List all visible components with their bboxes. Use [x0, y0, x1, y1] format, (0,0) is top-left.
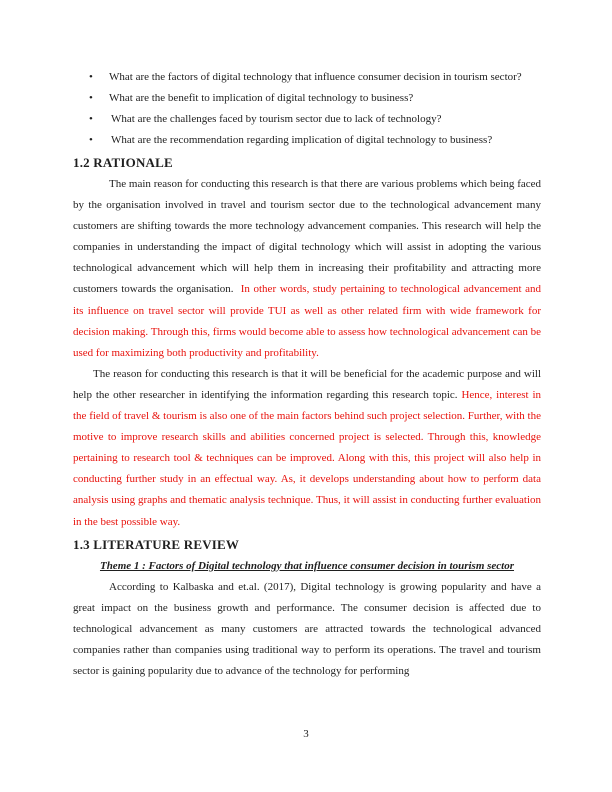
rationale-paragraph-1-highlight: In other words, study pertaining to technological advancement and its influence on travel sector will provide TUI as well as other related firm with wide framework for decision making. Through this, firms would become able to assess how technological advancement can be used for maximizing both productivity and profitability. — [73, 283, 542, 359]
bullet-icon: • — [89, 92, 93, 104]
rationale-paragraph-2-highlight: Hence, interest in the field of travel & tourism is also one of the main factors behind such project selection. Further, with the motive to improve research skills and abilities concerned project is selected. Through this, knowledge pertaining to research tool & techniques can be improved. Along with this, this project will also help in conducting further study in an effectual way. As, it develops understanding about how to perform data analysis using graphs and thematic analysis technique. Thus, it will assist in conducting further evaluation in the best possible way. — [73, 388, 542, 528]
bullet-icon: • — [89, 71, 93, 83]
bullet-icon: • — [89, 113, 93, 125]
research-questions-list — [73, 67, 541, 151]
list-item: • What are the challenges faced by tourism sector due to lack of technology? — [73, 109, 541, 130]
page-number: 3 — [303, 728, 309, 740]
bullet-icon: • — [89, 134, 93, 146]
rationale-paragraph-1: The main reason for conducting this research is that there are various problems which being faced by the organisation involved in travel and tourism sector due to the technological advancement many customers are shifting towards the more technology advancement companies. This research will help the companies in understanding the impact of digital technology which will assist in adopting the various technological advancement which will help them in increasing their profitability and attracting more customers towards the organisation. In other words, study pertaining to technological advancement and its influence on travel sector will provide TUI as well as other related firm with wide framework for decision making. Through this, firms would become able to assess how technological advancement can be used for maximizing both productivity and profitability. — [73, 178, 542, 359]
literature-review-heading: 1.3 LITERATURE REVIEW — [73, 536, 240, 552]
list-item: • What are the factors of digital technology that influence consumer decision in tourism sector? — [73, 67, 541, 88]
rationale-paragraph-2: The reason for conducting this research is that it will be beneficial for the academic purpose and will help the other researcher in identifying the information regarding this research topic. Hence, interest in the field of travel & tourism is also one of the main factors behind such project selection. Further, with the motive to improve research skills and abilities concerned project is selected. Through this, knowledge pertaining to research tool & techniques can be improved. Along with this, this project will also help in conducting further study in an effectual way. As, it develops understanding about how to perform data analysis using graphs and thematic analysis technique. Thus, it will assist in conducting further evaluation in the best possible way. — [73, 367, 542, 528]
literature-paragraph-1: According to Kalbaska and et.al. (2017), Digital technology is growing popularity and have a great impact on the business growth and performance. The consumer decision is affected due to technological advancement as many customers are attracted towards the technological advanced companies rather than companies using traditional way to perform its operations. The travel and tourism sector is gaining popularity due to advance of the technology for performing — [73, 580, 541, 677]
theme-title: Theme 1 : Factors of Digital technology that influence consumer decision in tourism sector — [99, 559, 515, 572]
list-item: • What are the benefit to implication of digital technology to business? — [73, 88, 541, 109]
page-content — [73, 67, 541, 682]
list-item: • What are the recommendation regarding implication of digital technology to business? — [73, 130, 541, 151]
rationale-heading: 1.2 RATIONALE — [73, 155, 173, 170]
